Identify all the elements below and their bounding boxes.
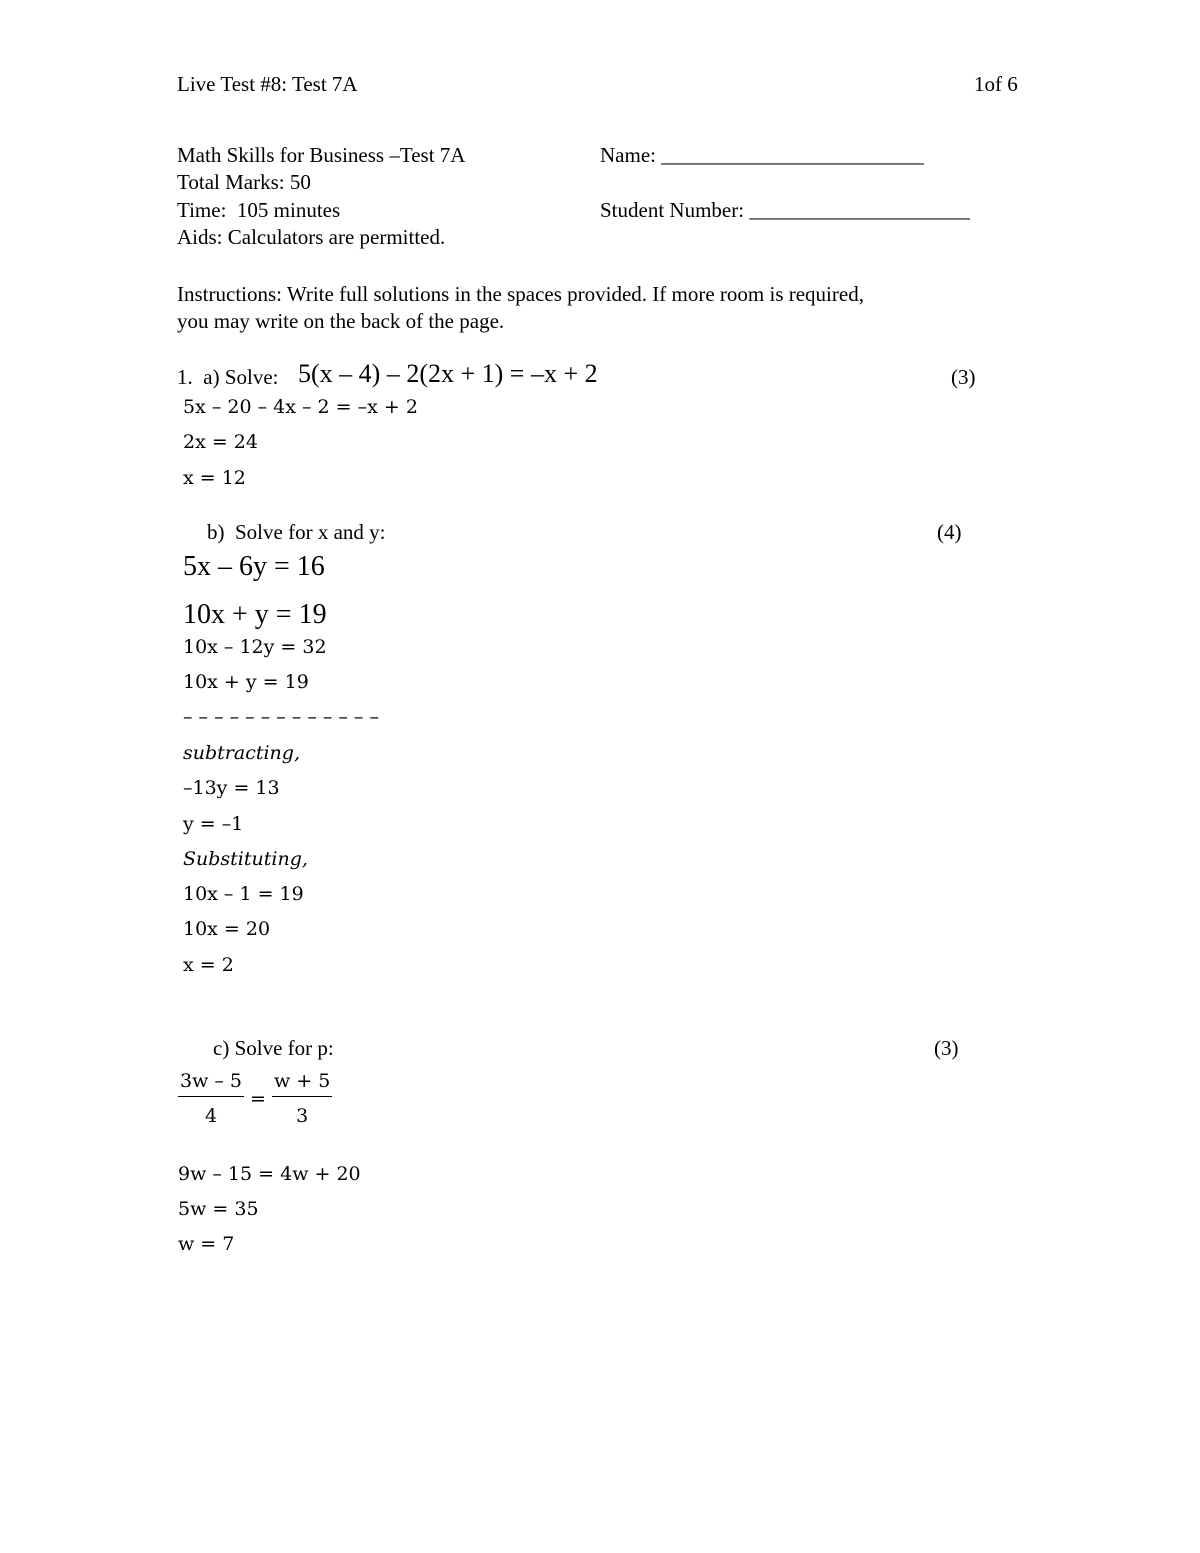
q1b-step-4: y = –1: [183, 813, 244, 835]
q1c-right-fraction: [272, 1070, 332, 1127]
instructions-line-2: you may write on the back of the page.: [177, 309, 505, 333]
q1c-right-numerator: w + 5: [272, 1070, 332, 1097]
q1c-step-2: 5w = 35: [178, 1198, 259, 1220]
q1c-left-denominator: 4: [204, 1105, 218, 1127]
q1b-divider: – – – – – – – – – – – – –: [183, 706, 379, 728]
aids-allowed: Aids: Calculators are permitted.: [177, 225, 446, 249]
q1b-step-1: 10x – 12y = 32: [183, 636, 327, 658]
q1b-step-5: 10x – 1 = 19: [183, 883, 304, 905]
q1c-right-denominator: 3: [296, 1105, 309, 1127]
page-header-title: Live Test #8: Test 7A: [177, 72, 358, 96]
q1c-step-1: 9w – 15 = 4w + 20: [178, 1163, 361, 1185]
q1c-left-numerator: 3w – 5: [178, 1070, 244, 1097]
name-field: Name: _________________________: [600, 143, 924, 167]
q1c-left-fraction: [178, 1070, 244, 1127]
q1b-prompt: b) Solve for x and y:: [207, 520, 386, 544]
q1c-marks: (3): [934, 1036, 959, 1060]
q1b-step-3: –13y = 13: [183, 777, 280, 799]
q1b-equation-1: 5x – 6y = 16: [183, 551, 325, 582]
q1c-prompt: c) Solve for p:: [213, 1036, 334, 1060]
q1c-equals: =: [250, 1087, 266, 1110]
course-title: Math Skills for Business –Test 7A: [177, 143, 466, 167]
page-number: 1of 6: [974, 72, 1018, 96]
total-marks: Total Marks: 50: [177, 170, 311, 194]
q1b-step-7: x = 2: [183, 954, 234, 976]
q1b-step-6: 10x = 20: [183, 918, 271, 940]
time-allowed: Time: 105 minutes: [177, 198, 341, 222]
q1b-equation-2: 10x + y = 19: [183, 599, 327, 630]
q1a-step-1: 5x – 20 – 4x – 2 = –x + 2: [183, 396, 418, 418]
q1b-step-subtracting: subtracting,: [183, 742, 300, 764]
q1a-step-2: 2x = 24: [183, 431, 258, 453]
q1b-step-substituting: Substituting,: [183, 848, 308, 870]
q1a-prompt: 1. a) Solve:: [177, 365, 279, 389]
q1b-step-2: 10x + y = 19: [183, 671, 309, 693]
student-number-field: Student Number: _____________________: [600, 198, 970, 222]
q1b-marks: (4): [937, 520, 962, 544]
q1a-step-3: x = 12: [183, 467, 246, 489]
instructions-line-1: Instructions: Write full solutions in the spaces provided. If more room is required,: [177, 282, 864, 306]
q1a-equation: 5(x – 4) – 2(2x + 1) = –x + 2: [298, 359, 598, 388]
q1c-fraction-equation: [178, 1070, 332, 1127]
q1c-step-3: w = 7: [178, 1233, 235, 1255]
q1a-marks: (3): [951, 365, 976, 389]
